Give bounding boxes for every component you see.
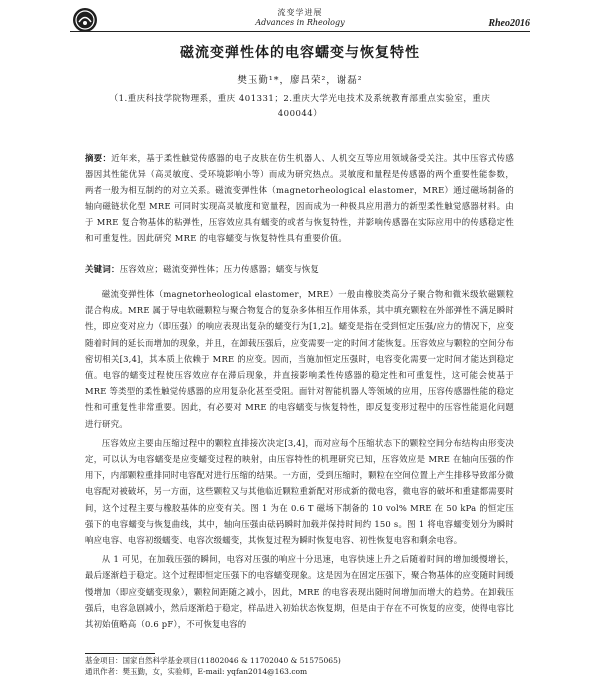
body-paragraph-2: 压容效应主要由压缩过程中的颗粒直排接次决定[3,4]，而对应每个压缩状态下的颗粒空间分布结构由形变决定，可以认为电容蠕变是应变蠕变过程的映射，由压容特性的机理研究已知，压容效应是 MRE 在轴向压强的作用下，内部颗粒重排同时电容配对进行压缩的结果。一方面，受到压缩时，颗粒在空间位置上产生排移导致部分微电容配对被破坏，另一方面，这些颗粒又与其他临近颗粒重新配对形成新的微电容，微电容的破坏和重建都需要时间，这个过程主要与橡胶基体的应变有关。图 1 为在 0.6 T 磁场下制备的 10 vol% MRE 在 50 kPa 的恒定压强下的电容蠕变与恢复曲线，其中，轴向压强由砝码瞬时加载并保持时间约 150 s。图 1 将电容蠕变划分为瞬时响应电容、电容初级蠕变、电容次级蠕变，其恢复过程为瞬时恢复电容、初性恢复电容和剩余电容。 bbox=[85, 437, 514, 546]
abstract bbox=[85, 150, 514, 246]
footnote-fund: 基金项目：国家自然科学基金项目(11802046 & 11702040 & 51575065) bbox=[85, 656, 341, 665]
keywords-label: 关键词： bbox=[85, 264, 120, 274]
header-divider bbox=[70, 31, 530, 32]
abstract-text: 近年来，基于柔性触觉传感器的电子皮肤在仿生机器人、人机交互等应用领域备受关注。其中压容式传感器因其性能优异（高灵敏度、受环境影响小等）而成为研究热点。灵敏度和量程是传感器的两个重要性能参数，两者一般为相互制约的对立关系。磁流变弹性体（magnetorheological elastomer，MRE）通过磁场制备的轴向磁链状化型 MRE 可同时实现高灵敏度和宽量程，因而成为一种极具应用潜力的新型柔性触觉感器材料。由于 MRE 复合物基体的粘弹性，压容效应具有蠕变的或者与恢复特性，并影响传感器在实际应用中的传感稳定性和可重复性。因此研究 MRE 的电容蠕变与恢复特性具有重要价值。 bbox=[85, 153, 515, 243]
footnote-author: 通讯作者：樊玉勤，女，实验师，E-mail: yqfan2014@163.com bbox=[85, 667, 308, 676]
abstract-label: 摘要： bbox=[85, 153, 112, 163]
footnotes bbox=[85, 655, 514, 677]
journal-name-cn: 流变学进展 bbox=[277, 8, 323, 17]
footnote-divider bbox=[85, 653, 155, 654]
journal-name-en: Advances in Rheology bbox=[255, 18, 345, 27]
author-list: 樊玉勤¹*，廖昌荣²，谢磊² bbox=[237, 75, 363, 86]
body-paragraph-3: 从 1 可见，在加载压强的瞬间，电容对压强的响应十分迅速，电容快速上升之后随着时间的增加缓慢增长，最后逐渐趋于稳定。这个过程即恒定压强下的电容蠕变现象。这是因为在固定压强下，聚合物基体的应变随时间缓慢增加（即应变蠕变现象），颗粒间距随之减小，因此，MRE 的电容表现出随时间增加而增大的趋势。在卸载压强后，电容急剧减小，然后逐渐趋于稳定，样品进入初始状态恢复期，但是由于存在不可恢复的应变，使得电容比其初始值略高（0.6 pF），不可恢复电容的 bbox=[85, 554, 514, 630]
body-paragraph-1: 磁流变弹性体（magnetorheological elastomer，MRE）一般由橡胶类高分子聚合物和微米级软磁颗粒混合构成。MRE 属于导电软磁颗粒与聚合物复合的复杂多体相互作用体系，其中填充颗粒在外部弹性不满足瞬时性，即应变对应力（即压强）的响应表现出复杂的蠕变行为[1,2]。蠕变是指在受到恒定压强/应力的情况下，应变随着时间的延长而增加的现象，并且，在卸载压强后，应变需要一定的时间才能恢复。压容效应与颗粒的空间分布密切相关[3,4]，其本质上依赖于 MRE 的应变。因而，当施加恒定压强时，电容变化需要一定时间才能达到稳定值。电容的蠕变过程使压容效应存在滞后现象，并直接影响柔性传感器的稳定性和可重复性，这可能会使基于 MRE 等类型的柔性触觉传感器的应用复杂化甚至受阻。面针对智能机器人等领域的应用，压容传感器性能的稳定性和可重复性非常重要。因此，有必要对 MRE 的电容蠕变与恢复特性，即反复变形过程中的压容性能退化问题进行研究。 bbox=[85, 289, 514, 429]
keywords-text: 压容效应；磁流变弹性体；压力传感器；蠕变与恢复 bbox=[119, 264, 320, 274]
body-text bbox=[85, 286, 514, 635]
journal-code: Rheo2016 bbox=[488, 18, 530, 29]
paper-title: 磁流变弹性体的电容蠕变与恢复特性 bbox=[180, 45, 420, 61]
keywords bbox=[85, 262, 514, 276]
affiliations: （1.重庆科技学院物理系，重庆 401331；2.重庆大学光电技术及系统教育部重点实验室，重庆 400044） bbox=[109, 94, 491, 119]
